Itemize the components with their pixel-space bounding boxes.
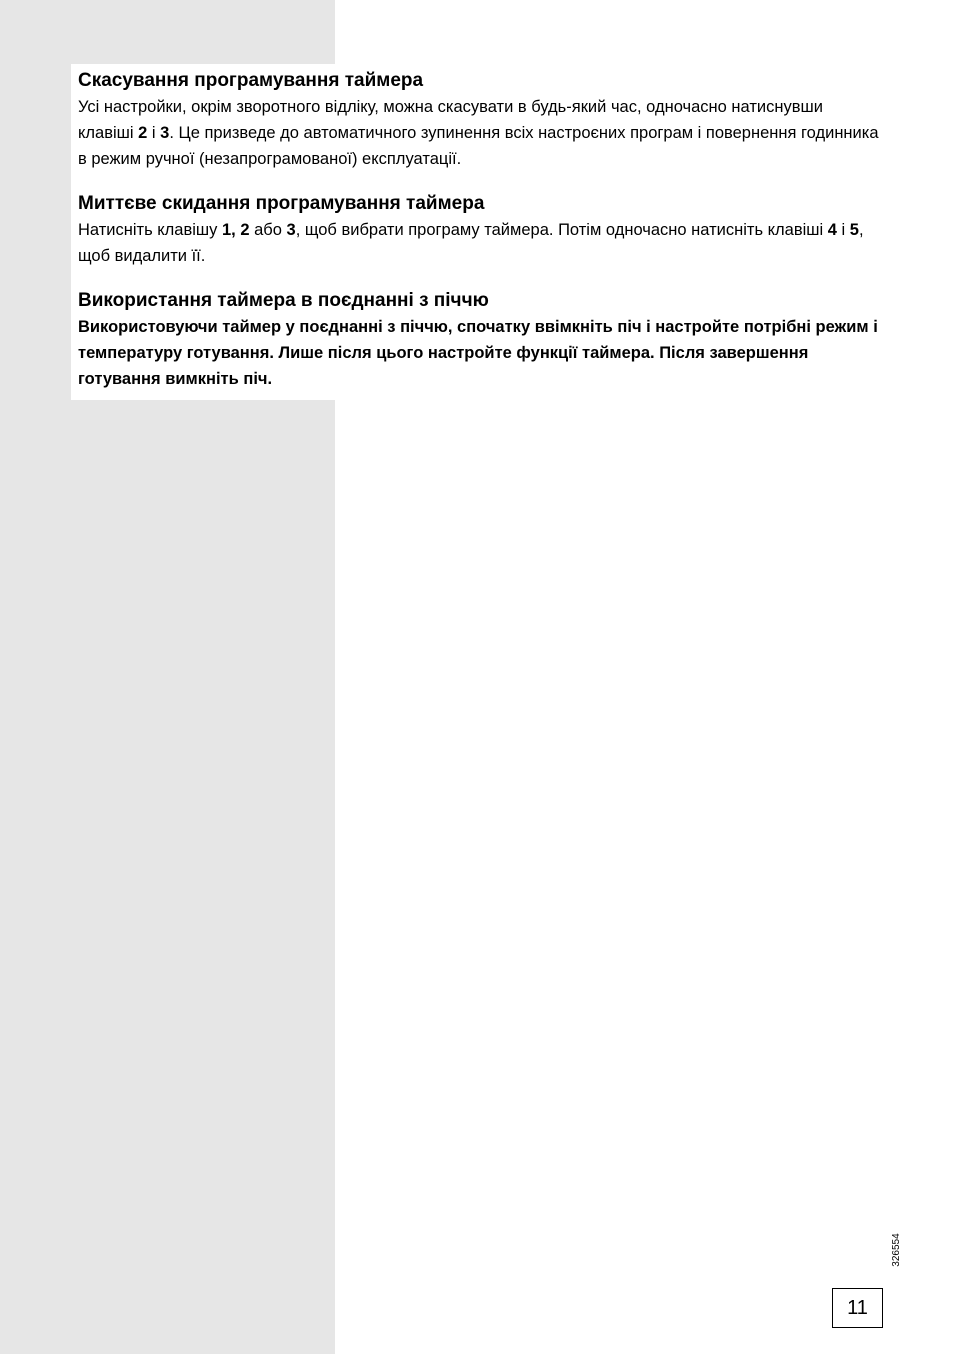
document-code: 326554 — [890, 1233, 902, 1267]
text-run: і — [836, 221, 850, 239]
section-instant-reset — [78, 192, 883, 269]
section-heading: Миттєве скидання програмування таймера — [78, 193, 485, 214]
section-heading: Скасування програмування таймера — [78, 70, 424, 91]
key-number: 5 — [849, 221, 859, 239]
text-run: Натисніть клавішу — [78, 221, 222, 239]
section-timer-with-oven — [78, 289, 883, 392]
text-run: , щоб видалити її. — [78, 221, 864, 265]
content-block — [71, 64, 883, 400]
text-run: Усі настройки, окрім зворотного відліку, можна скасувати в будь-який час, одночасно натиснувши клавіші — [78, 98, 823, 142]
key-number: 2 — [138, 124, 148, 142]
page-number: 11 — [832, 1288, 883, 1328]
section-body — [78, 94, 883, 172]
text-run: . Це призведе до автоматичного зупинення всіх настроєних програм і повернення годинника в режим ручної (незапрограмованої) експлуатації. — [78, 124, 879, 168]
section-body — [78, 217, 883, 269]
section-cancel-timer — [78, 69, 883, 172]
key-number: 3 — [286, 221, 296, 239]
section-heading: Використання таймера в поєднанні з піччю — [78, 290, 489, 311]
text-run: або — [249, 221, 287, 239]
key-number: 3 — [160, 124, 170, 142]
key-number: 1, 2 — [221, 221, 250, 239]
text-run: і — [147, 124, 161, 142]
section-body: Використовуючи таймер у поєднанні з піччю, спочатку ввімкніть піч і настройте потрібні режим і температуру готування. Лише після цього настройте функції таймера. Після завершення готування вимкніть піч. — [78, 318, 878, 388]
key-number: 4 — [827, 221, 837, 239]
text-run: , щоб вибрати програму таймера. Потім одночасно натисніть клавіші — [295, 221, 828, 239]
